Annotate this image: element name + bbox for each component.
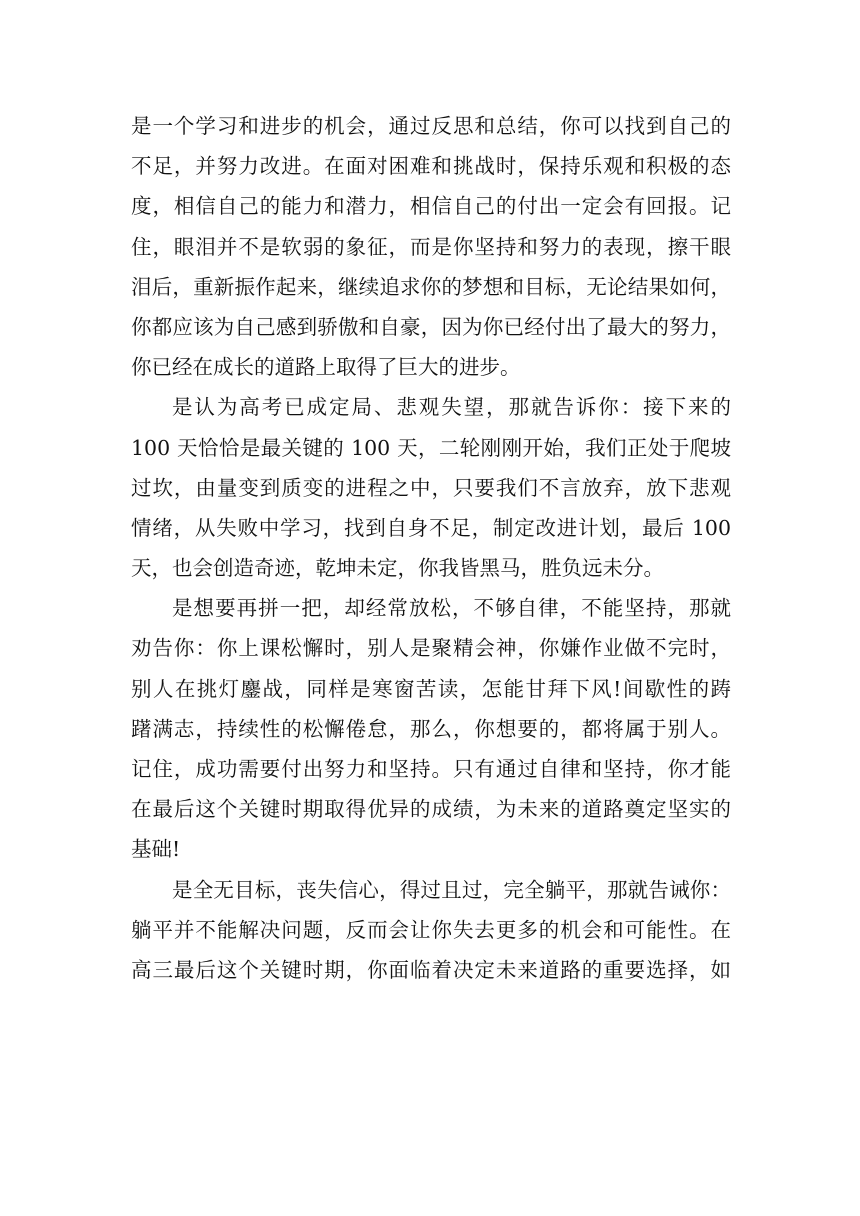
paragraph-first-line: 是认为高考已成定局、悲观失望，那就告诉你：接下来的: [172, 395, 731, 420]
text-line: 躺平并不能解决问题，反而会让你失去更多的机会和可能性。在: [131, 917, 731, 942]
text-line: 天，也会创造奇迹，乾坤未定，你我皆黑马，胜负远未分。: [131, 556, 664, 581]
text-line: 是一个学习和进步的机会，通过反思和总结，你可以找到自己的: [131, 114, 731, 138]
document-body: [131, 106, 731, 990]
text-line: 不足，并努力改进。在面对困难和挑战时，保持乐观和积极的态: [131, 154, 731, 179]
text-line: 劝告你：你上课松懈时，别人是聚精会神，你嫌作业做不完时，: [131, 636, 731, 661]
text-line: 你已经在成长的道路上取得了巨大的进步。: [131, 355, 521, 380]
text-line: 在最后这个关键时期取得优异的成绩，为未来的道路奠定坚实的: [131, 797, 731, 822]
text-line: 住，眼泪并不是软弱的象征，而是你坚持和努力的表现，擦干眼: [131, 234, 731, 259]
paragraph-first-line: 是想要再拼一把，却经常放松，不够自律，不能坚持，那就: [172, 596, 731, 621]
text-line: 100 天恰恰是最关键的 100 天，二轮刚刚开始，我们正处于爬坡: [131, 435, 731, 460]
text-line: 记住，成功需要付出努力和坚持。只有通过自律和坚持，你才能: [131, 757, 731, 781]
text-line: 你都应该为自己感到骄傲和自豪，因为你已经付出了最大的努力，: [131, 314, 731, 339]
text-line: 躇满志，持续性的松懈倦怠，那么，你想要的，都将属于别人。: [131, 716, 731, 741]
paragraph-first-line: 是全无目标，丧失信心，得过且过，完全躺平，那就告诫你：: [172, 877, 731, 902]
text-line: 过坎，由量变到质变的进程之中，只要我们不言放弃，放下悲观: [131, 475, 731, 500]
text-line: 别人在挑灯鏖战，同样是寒窗苦读，怎能甘拜下风!间歇性的踌: [131, 676, 731, 701]
text-line: 高三最后这个关键时期，你面临着决定未来道路的重要选择，如: [131, 957, 731, 982]
text-line: 情绪，从失败中学习，找到自身不足，制定改进计划，最后 100: [131, 515, 731, 540]
text-line: 度，相信自己的能力和潜力，相信自己的付出一定会有回报。记: [131, 194, 731, 219]
text-line: 泪后，重新振作起来，继续追求你的梦想和目标，无论结果如何，: [131, 274, 731, 299]
text-line: 基础!: [131, 837, 181, 862]
